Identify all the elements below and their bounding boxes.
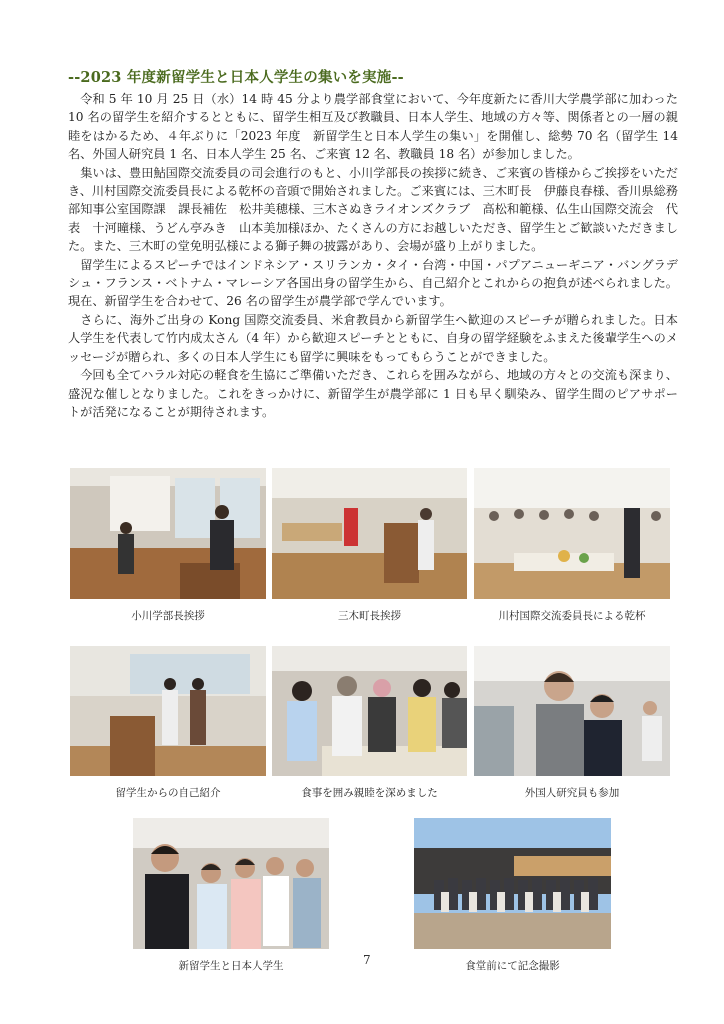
photo-foreign-researcher [474,646,670,776]
paragraph: さらに、海外ご出身の Kong 国際交流委員、米倉教員から新留学生へ歓迎のスピーチが贈られました。日本人学生を代表して竹内成太さん（4 年）から歓迎スピーチとともに、自身の留学経験をふまえた後輩学生へのメッセージが贈られ、多くの日本人学生にも留学に興味をもってもらうことができました。 [68,312,678,364]
photo-caption: 三木町長挨拶 [338,610,401,622]
article-title: --2023 年度新留学生と日本人学生の集いを実施-- [68,69,404,86]
photo-caption: 川村国際交流委員長による乾杯 [498,610,646,622]
photo-caption: 食堂前にて記念撮影 [465,960,560,972]
photo-caption: 小川学部長挨拶 [131,610,205,622]
photo-self-introduction [70,646,266,776]
paragraph: 令和 5 年 10 月 25 日（水）14 時 45 分より農学部食堂において、今年度新たに香川大学農学部に加わった 10 名の留学生を紹介するとともに、留学生相互及び教職員、日本人学生、地域の方々等、関係者との一層の親睦をはかるため、４年ぶりに「2023 年度 新留学生と日本人学生の集い」を開催し、総勢 70 名（留学生 14 名、外国人研究員 1 名、日本人学生 25 名、ご来賓 12 名、教職員 18 名）が参加しました。 [68,92,678,162]
article-body [68,90,678,421]
page-number: 7 [363,953,371,967]
photo-caption: 食事を囲み親睦を深めました [301,787,438,799]
photo-group-photo [414,818,611,949]
paragraph: 留学生によるスピーチではインドネシア・スリランカ・タイ・台湾・中国・パプアニューギニア・バングラデシュ・フランス・ベトナム・マレーシア各国出身の留学生から、自己紹介とこれからの抱負が述べられました。現在、新留学生を合わせて、26 名の留学生が農学部で学んでいます。 [68,257,678,309]
paragraph: 集いは、豊田鮎国際交流委員の司会進行のもと、小川学部長の挨拶に続き、ご来賓の皆様からご挨拶をいただき、川村国際交流委員長による乾杯の音頭で開始されました。ご来賓には、三木町長 伊藤良春様、香川県総務部知事公室国際課 課長補佐 松井美穂様、三木さぬきライオンズクラブ 高松和範様、仏生山国際交流会 代表 十河曈様、うどん亭みき 山本美加様ほか、たくさんの方にお越しいただき、留学生とご歓談いただきました。また、三木町の堂免明弘様による獅子舞の披露があり、会場が盛り上がりました。 [68,165,678,254]
photo-dean-greeting [70,468,266,599]
paragraph: 今回も全てハラル対応の軽食を生協にご準備いただき、これらを囲みながら、地域の方々との交流も深まり、盛況な催しとなりました。これをきっかけに、新留学生が農学部に 1 日も早く馴染み、留学生間のピアサポートが活発になることが期待されます。 [68,368,678,419]
photo-caption: 留学生からの自己紹介 [115,787,221,799]
photo-caption: 外国人研究員も参加 [524,787,620,799]
photo-toast [474,468,670,599]
photo-caption: 新留学生と日本人学生 [178,960,284,972]
photo-mayor-greeting [272,468,467,599]
photo-meal-gathering [272,646,467,776]
photo-students [133,818,329,949]
